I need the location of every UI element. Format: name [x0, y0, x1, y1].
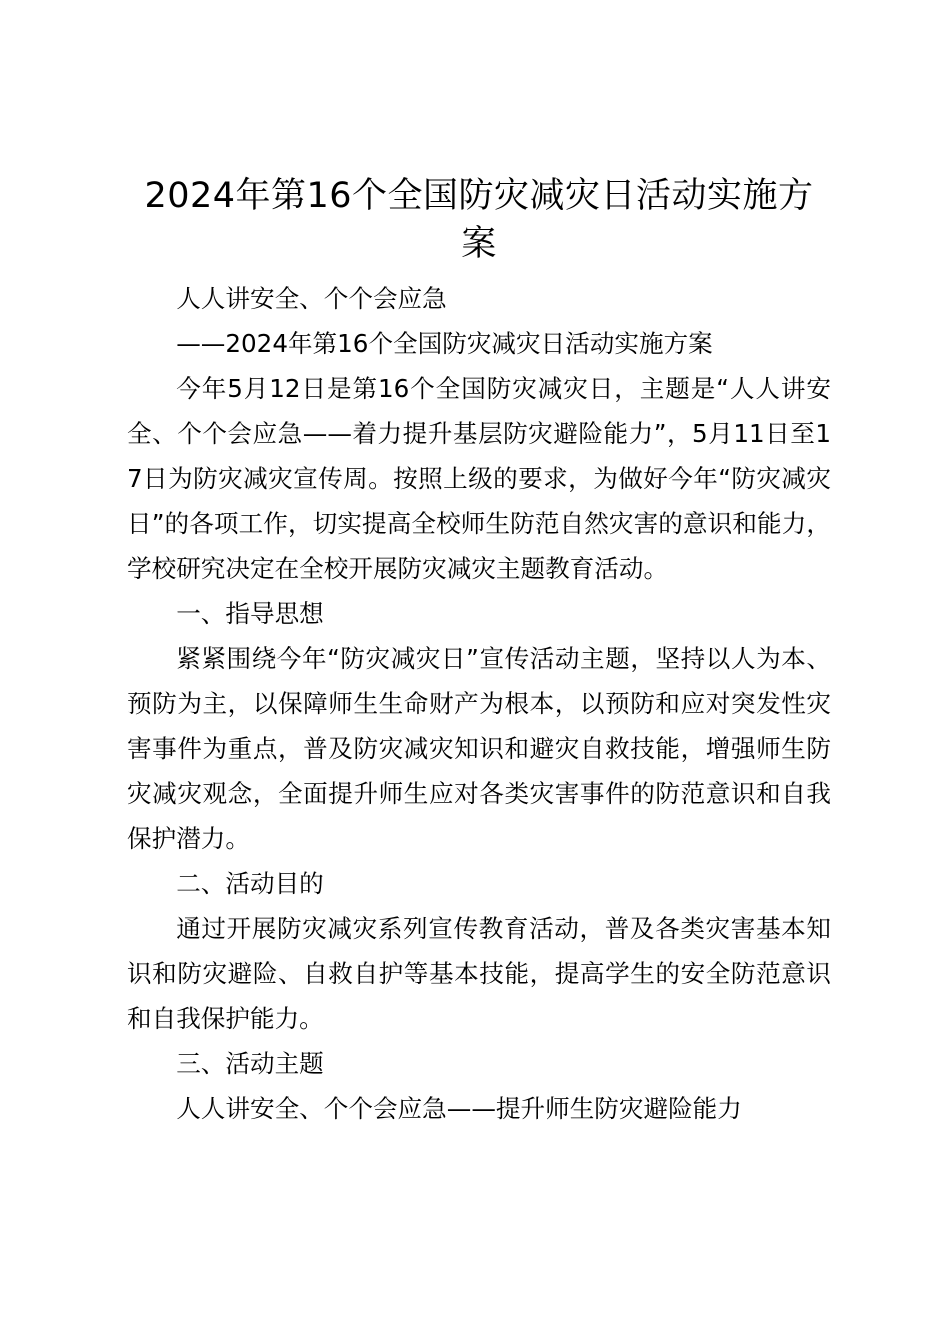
document-title: 2024年第16个全国防灾减灾日活动实施方案	[144, 176, 814, 264]
guiding-ideology-paragraph: 紧紧围绕今年“防灾减灾日”宣传活动主题，坚持以人为本、预防为主，以保障师生生命财产为根本，以预防和应对突发性灾害事件为重点，普及防灾减灾知识和避灾自救技能，增强师生防灾减灾观念，全面提升师生应对各类灾害事件的防范意识和自我保护潜力。	[127, 644, 831, 853]
activity-purpose-paragraph: 通过开展防灾减灾系列宣传教育活动，普及各类灾害基本知识和防灾避险、自救自护等基本技能，提高学生的安全防范意识和自我保护能力。	[127, 914, 831, 1033]
subtitle-plan-line: ——2024年第16个全国防灾减灾日活动实施方案	[176, 329, 713, 358]
subtitle-line: 人人讲安全、个个会应急	[176, 284, 447, 313]
section-heading-activity-purpose: 二、活动目的	[176, 869, 324, 898]
document-body	[127, 276, 831, 1131]
section-heading-guiding-ideology: 一、指导思想	[176, 599, 324, 628]
section-heading-activity-theme: 三、活动主题	[176, 1049, 324, 1078]
document-page	[127, 172, 831, 1131]
intro-paragraph: 今年5月12日是第16个全国防灾减灾日，主题是“人人讲安全、个个会应急——着力提升基层防灾避险能力”，5月11日至17日为防灾减灾宣传周。按照上级的要求，为做好今年“防灾减灾日”的各项工作，切实提高全校师生防范自然灾害的意识和能力，学校研究决定在全校开展防灾减灾主题教育活动。	[127, 374, 831, 583]
activity-theme-paragraph: 人人讲安全、个个会应急——提升师生防灾避险能力	[176, 1094, 742, 1123]
